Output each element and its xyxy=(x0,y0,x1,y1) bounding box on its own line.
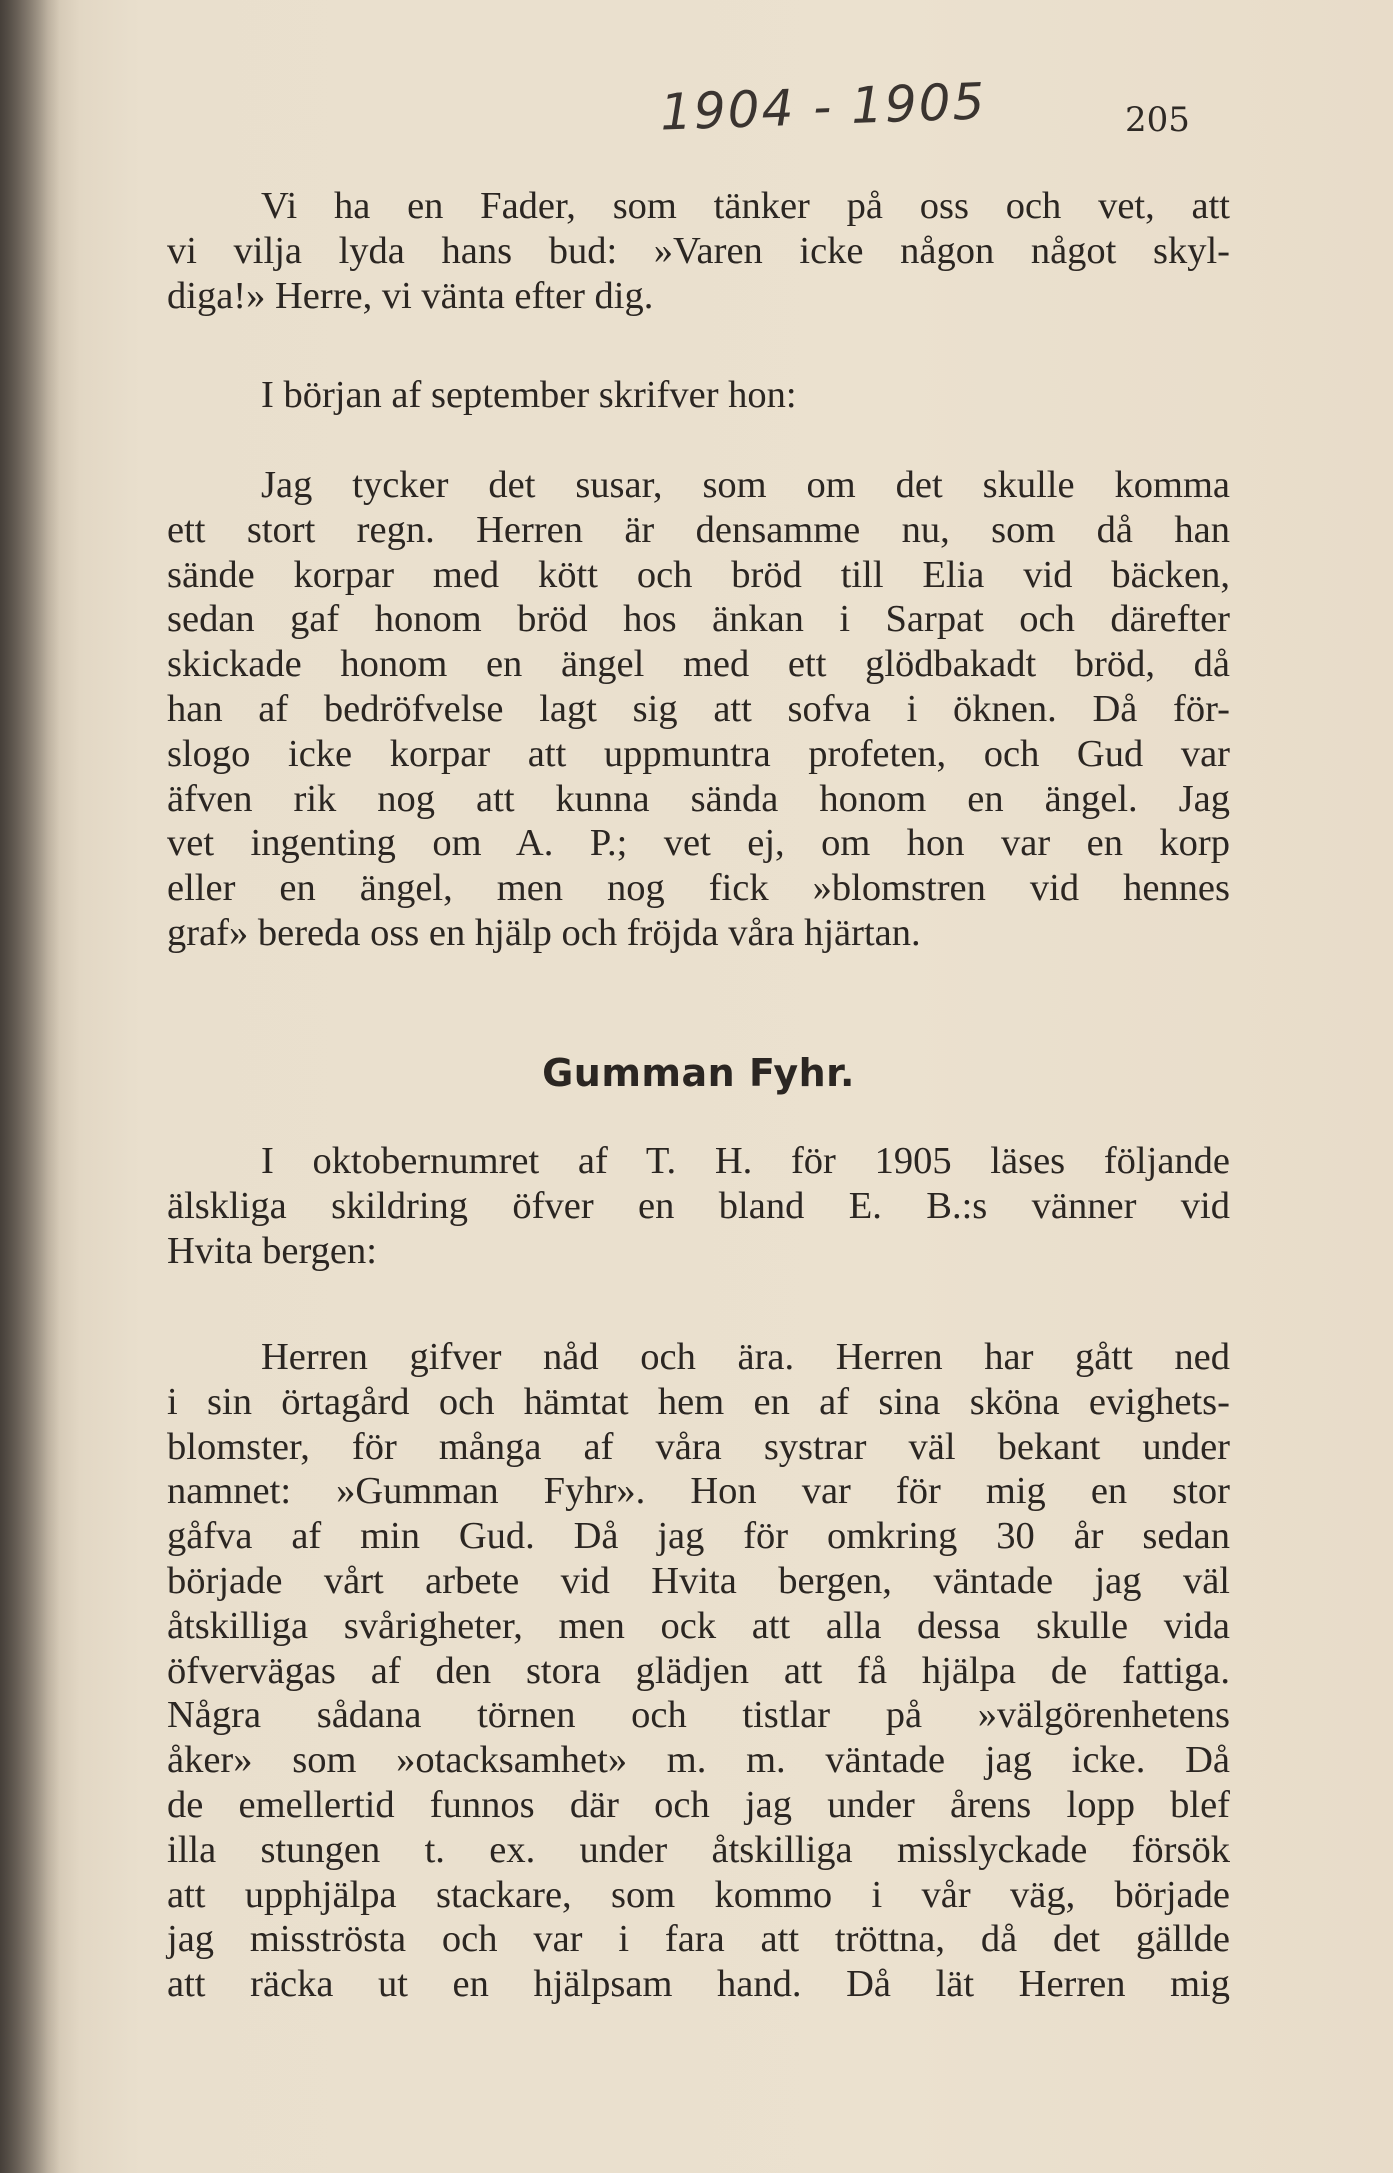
page-number: 205 xyxy=(1125,100,1190,140)
paragraph-2 xyxy=(167,373,1230,418)
text-line: öfvervägas af den stora glädjen att få hjälpa de fattiga. xyxy=(167,1649,1230,1692)
text-line: åker» som »otacksamhet» m. m. väntade jag icke. Då xyxy=(167,1739,1230,1782)
text-line: att räcka ut en hjälpsam hand. Då lät Herren mig xyxy=(167,1963,1230,2006)
text-line: vi vilja lyda hans bud: »Varen icke någon något skyl- xyxy=(167,229,1230,272)
text-line: sände korpar med kött och bröd till Elia vid bäcken, xyxy=(167,553,1230,596)
text-line: diga!» Herre, vi vänta efter dig. xyxy=(167,274,654,317)
text-line: jag misströsta och var i fara att tröttna, då det gällde xyxy=(167,1918,1230,1961)
text-line: ett stort regn. Herren är densamme nu, som då han xyxy=(167,508,1230,551)
text-line: Vi ha en Fader, som tänker på oss och vet, att xyxy=(261,185,1230,227)
text-line: äfven rik nog att kunna sända honom en ängel. Jag xyxy=(167,777,1230,820)
text-line: graf» bereda oss en hjälp och fröjda våra hjärtan. xyxy=(167,911,921,954)
binding-gutter-shadow xyxy=(0,0,60,2173)
text-line: eller en ängel, men nog fick »blomstren vid hennes xyxy=(167,867,1230,910)
text-line: I oktobernumret af T. H. för 1905 läses följande xyxy=(261,1140,1230,1182)
paragraph-5 xyxy=(167,1335,1230,2007)
text-line: Hvita bergen: xyxy=(167,1229,377,1272)
text-line: slogo icke korpar att uppmuntra profeten, och Gud var xyxy=(167,732,1230,775)
handwritten-annotation: 1904 - 1905 xyxy=(659,72,988,142)
text-line: skickade honom en ängel med ett glödbakadt bröd, då xyxy=(167,643,1230,686)
text-line: Herren gifver nåd och ära. Herren har gått ned xyxy=(261,1336,1230,1378)
text-line: han af bedröfvelse lagt sig att sofva i öknen. Då för- xyxy=(167,687,1230,730)
paragraph-1 xyxy=(167,184,1230,318)
text-line: vet ingenting om A. P.; vet ej, om hon var en korp xyxy=(167,822,1230,865)
text-line: Några sådana törnen och tistlar på »välgörenhetens xyxy=(167,1694,1230,1737)
text-line: sedan gaf honom bröd hos änkan i Sarpat och därefter xyxy=(167,598,1230,641)
text-line: Jag tycker det susar, som om det skulle komma xyxy=(261,464,1230,506)
text-line: de emellertid funnos där och jag under årens lopp blef xyxy=(167,1783,1230,1826)
text-line: älskliga skildring öfver en bland E. B.:s vänner vid xyxy=(167,1184,1230,1227)
text-line: i sin örtagård och hämtat hem en af sina sköna evighets- xyxy=(167,1380,1230,1423)
text-line: började vårt arbete vid Hvita bergen, väntade jag väl xyxy=(167,1559,1230,1602)
text-line: blomster, för många af våra systrar väl bekant under xyxy=(167,1425,1230,1468)
paragraph-4 xyxy=(167,1139,1230,1273)
text-line: illa stungen t. ex. under åtskilliga misslyckade försök xyxy=(167,1828,1230,1871)
text-line: I början af september skrifver hon: xyxy=(261,374,797,416)
text-line: gåfva af min Gud. Då jag för omkring 30 år sedan xyxy=(167,1515,1230,1558)
text-line: att upphjälpa stackare, som kommo i vår väg, började xyxy=(167,1873,1230,1916)
text-line: namnet: »Gumman Fyhr». Hon var för mig en stor xyxy=(167,1470,1230,1513)
section-heading: Gumman Fyhr. xyxy=(542,1051,855,1095)
text-line: åtskilliga svårigheter, men ock att alla dessa skulle vida xyxy=(167,1604,1230,1647)
paragraph-3 xyxy=(167,463,1230,956)
